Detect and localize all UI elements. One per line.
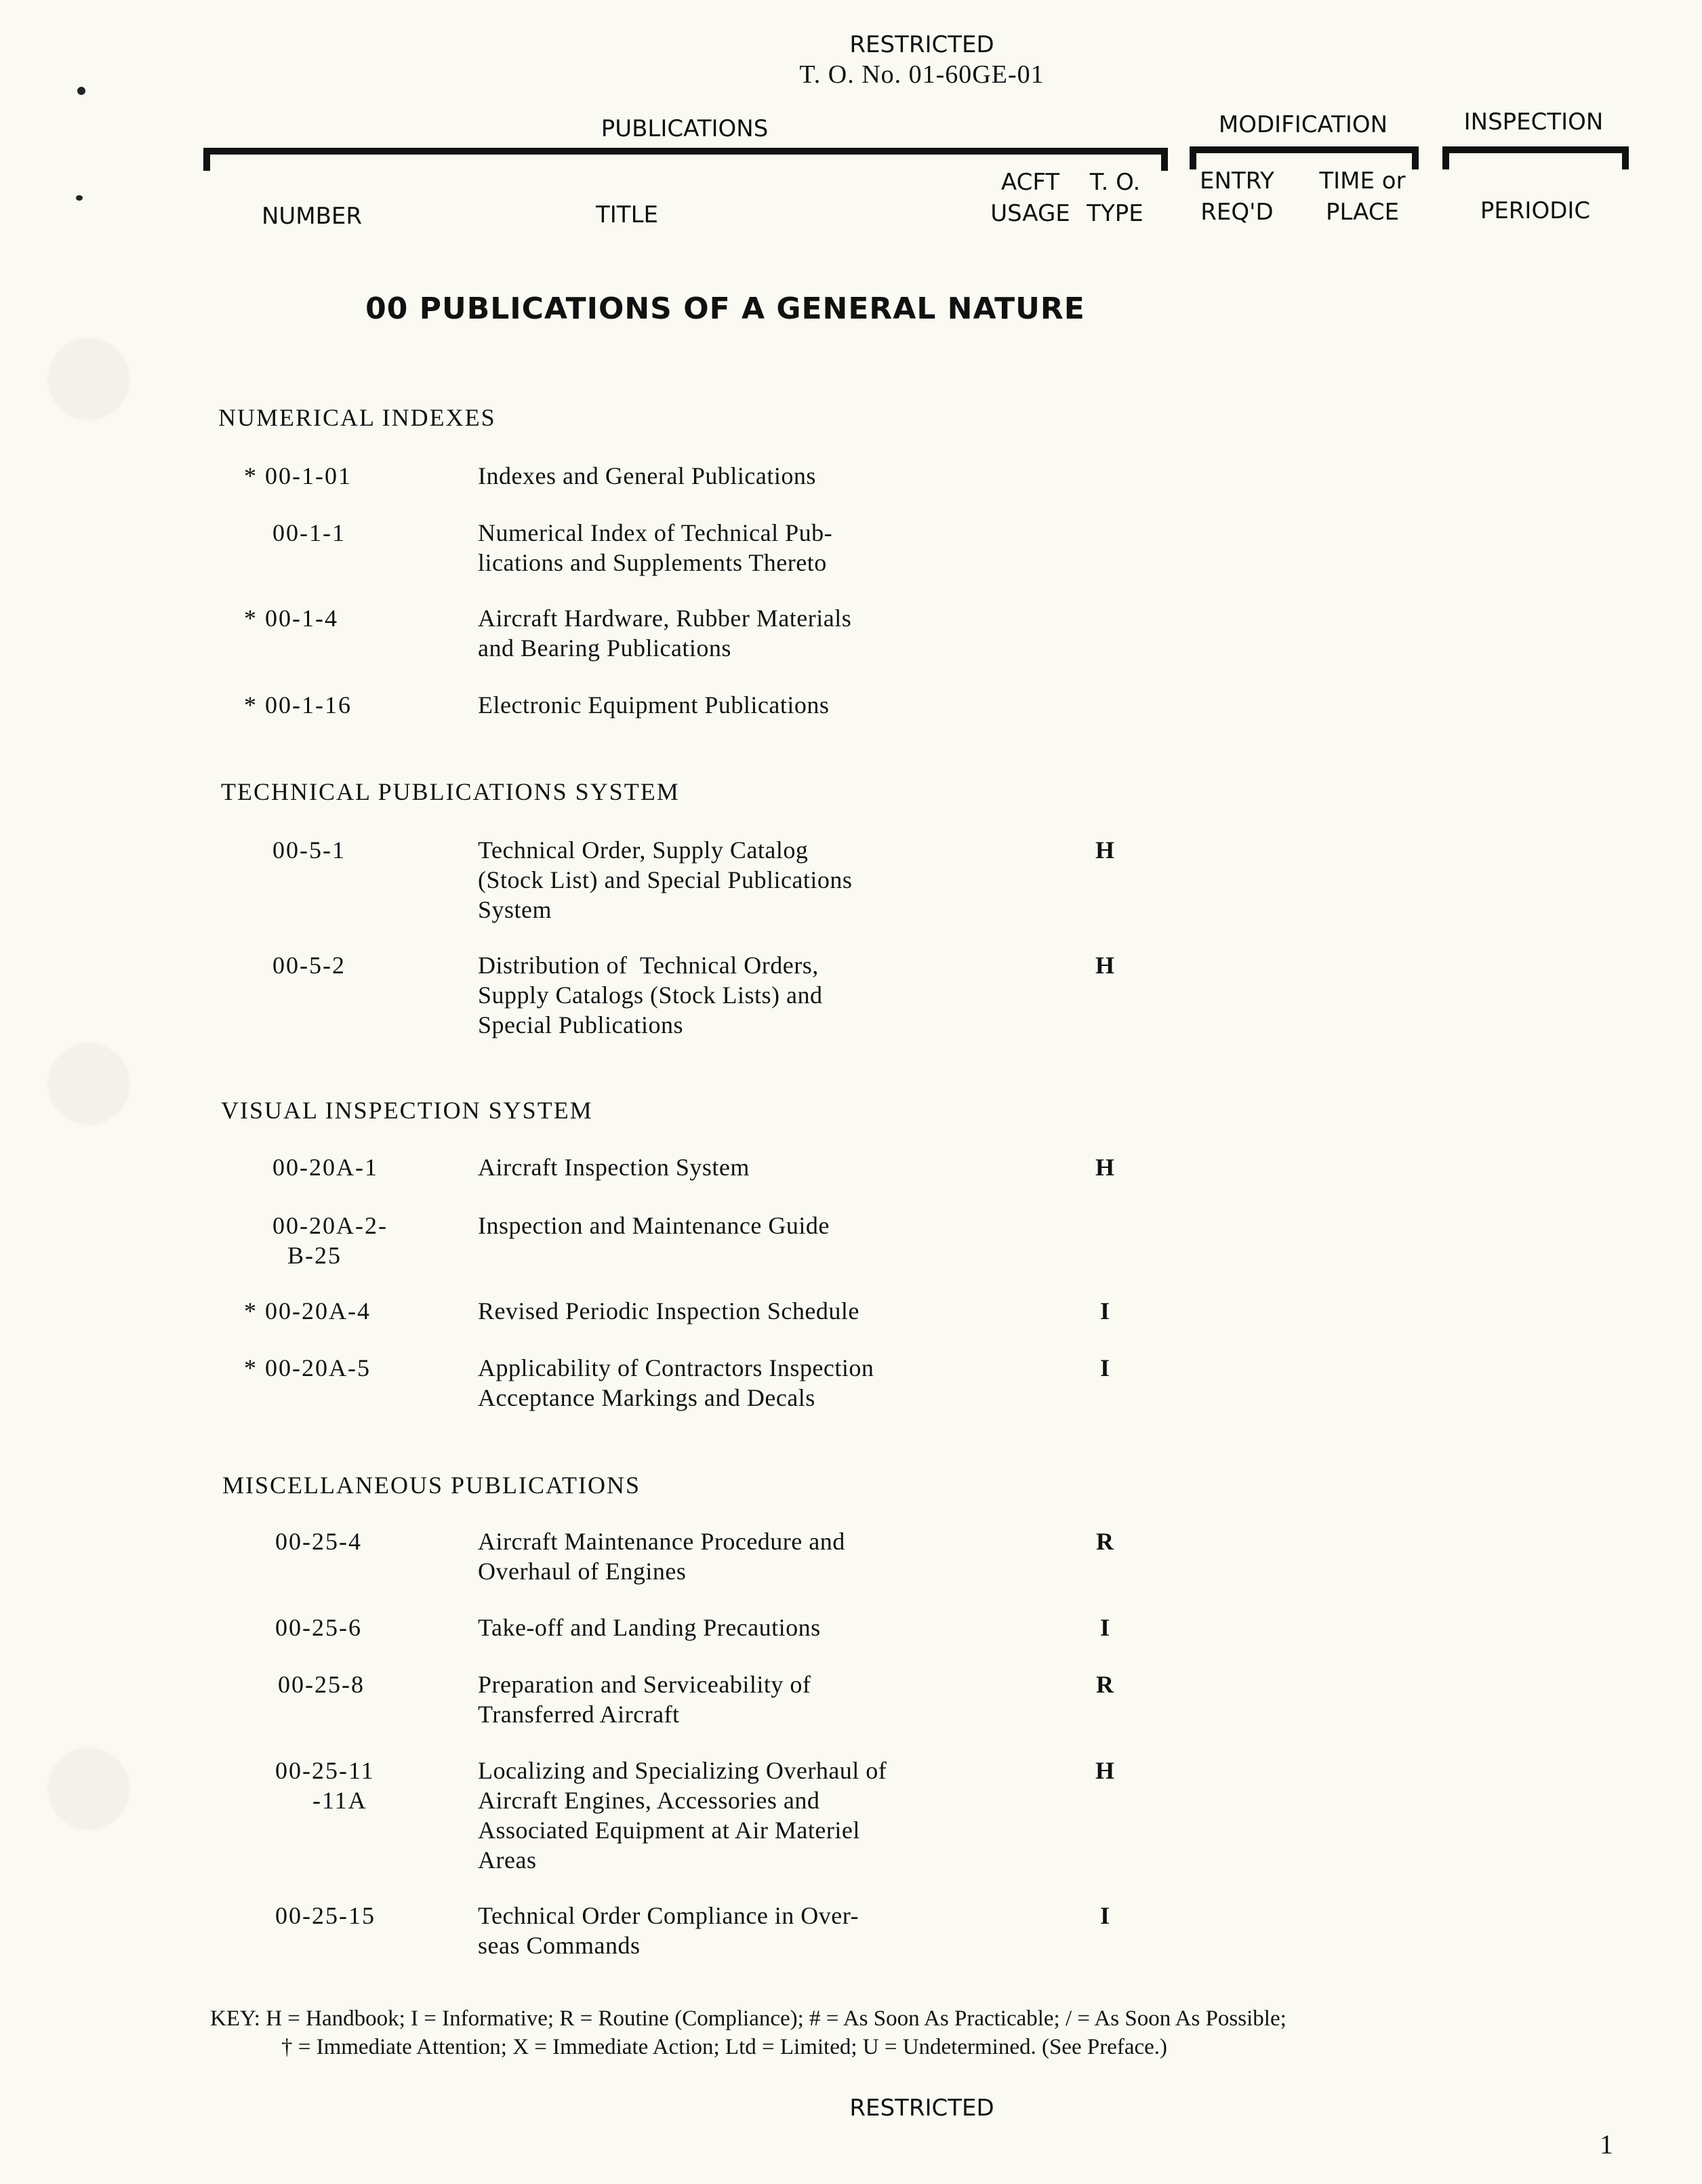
to-type: H [1095,1154,1114,1181]
column-header-periodic: PERIODIC [1480,197,1591,224]
publication-title: Technical Order, Supply Catalog (Stock List) and Special Publications System [478,836,853,923]
punch-hole [49,1749,129,1829]
to-type: I [1099,1902,1110,1929]
to-type: I [1099,1297,1110,1324]
to-type: H [1095,836,1114,864]
to-type: I [1099,1614,1110,1641]
column-header-entry-line2: REQ'D [1200,199,1274,226]
publication-number: 00-20A-2- B-25 [272,1212,388,1269]
column-header-to-line1: T. O. [1089,169,1141,196]
publication-title: Numerical Index of Technical Pub- lications and Supplements Thereto [478,519,833,576]
group-title: MISCELLANEOUS PUBLICATIONS [222,1472,641,1499]
publication-number: * 00-1-4 [244,605,338,632]
column-header-time-line1: TIME or [1319,167,1406,195]
classification-footer: RESTRICTED [849,2095,994,2122]
to-type: R [1096,1528,1114,1555]
column-header-to-line2: TYPE [1087,200,1143,227]
publication-title: Take-off and Landing Precautions [478,1614,821,1641]
classification-header: RESTRICTED [849,31,994,58]
column-header-time-place [1305,165,1420,228]
publication-number: 00-5-2 [272,952,346,979]
page-number: 1 [1600,2129,1613,2160]
column-header-time-line2: PLACE [1325,199,1400,226]
publication-title: Electronic Equipment Publications [478,691,830,719]
publication-title: Aircraft Inspection System [478,1154,750,1181]
punch-hole [49,1044,129,1124]
publication-number: 00-1-1 [272,519,346,546]
group-title: TECHNICAL PUBLICATIONS SYSTEM [221,778,680,805]
publication-title: Applicability of Contractors Inspection Acceptance Markings and Decals [478,1354,874,1411]
to-type: R [1096,1671,1114,1698]
publication-number: 00-25-4 [275,1528,362,1555]
publication-title: Revised Periodic Inspection Schedule [478,1297,859,1324]
publication-number: * 00-20A-4 [244,1297,371,1324]
publication-title: Technical Order Compliance in Over- seas Commands [478,1902,859,1959]
publication-title: Aircraft Maintenance Procedure and Overhaul of Engines [478,1528,845,1585]
group-title: NUMERICAL INDEXES [218,404,496,431]
column-header-acft-line2: USAGE [990,200,1070,227]
publication-number: * 00-1-01 [244,462,352,489]
publication-number: 00-25-15 [275,1902,376,1929]
column-header-number: NUMBER [261,203,363,230]
publication-number: 00-20A-1 [272,1154,378,1181]
publication-number: 00-5-1 [272,836,346,864]
punch-hole [49,339,129,419]
column-header-acft-usage [976,167,1085,229]
key-legend-line1: KEY: H = Handbook; I = Informative; R = Routine (Compliance); # = As Soon As Practicable; / = As Soon As Possible; [210,2006,1286,2031]
publication-number: 00-25-6 [275,1614,362,1641]
publication-title: Inspection and Maintenance Guide [478,1212,830,1239]
key-legend-line2: † = Immediate Attention; X = Immediate Action; Ltd = Limited; U = Undetermined. (See Preface.) [281,2035,1168,2059]
publication-title: Distribution of Technical Orders, Supply Catalogs (Stock Lists) and Special Publications [478,952,823,1038]
group-label-inspection: INSPECTION [1463,108,1604,136]
publication-number: * 00-1-16 [244,691,352,719]
publication-title: Localizing and Specializing Overhaul of Aircraft Engines, Accessories and Associated Equipment at Air Materiel Areas [478,1757,887,1874]
group-label-publications: PUBLICATIONS [601,115,769,142]
group-label-modification: MODIFICATION [1218,111,1388,138]
publication-number: * 00-20A-5 [244,1354,371,1381]
publication-number: 00-25-8 [278,1671,365,1698]
group-title: VISUAL INSPECTION SYSTEM [221,1097,593,1124]
column-header-entry-reqd [1190,165,1284,228]
publication-title: Indexes and General Publications [478,462,816,489]
ink-speck [76,195,83,201]
to-type: H [1095,952,1114,979]
column-header-to-type [1074,167,1156,229]
to-number: T. O. No. 01-60GE-01 [799,60,1045,89]
inspection-bracket [1442,146,1629,169]
to-type: I [1099,1354,1110,1381]
publication-number: 00-25-11 -11A [275,1757,375,1814]
publication-title: Preparation and Serviceability of Transferred Aircraft [478,1671,811,1728]
column-header-title: TITLE [596,201,658,228]
publication-title: Aircraft Hardware, Rubber Materials and Bearing Publications [478,605,852,662]
column-header-acft-line1: ACFT [1000,169,1060,196]
section-heading: 00 PUBLICATIONS OF A GENERAL NATURE [365,291,1085,326]
to-type: H [1095,1757,1114,1784]
column-header-entry-line1: ENTRY [1200,167,1274,195]
